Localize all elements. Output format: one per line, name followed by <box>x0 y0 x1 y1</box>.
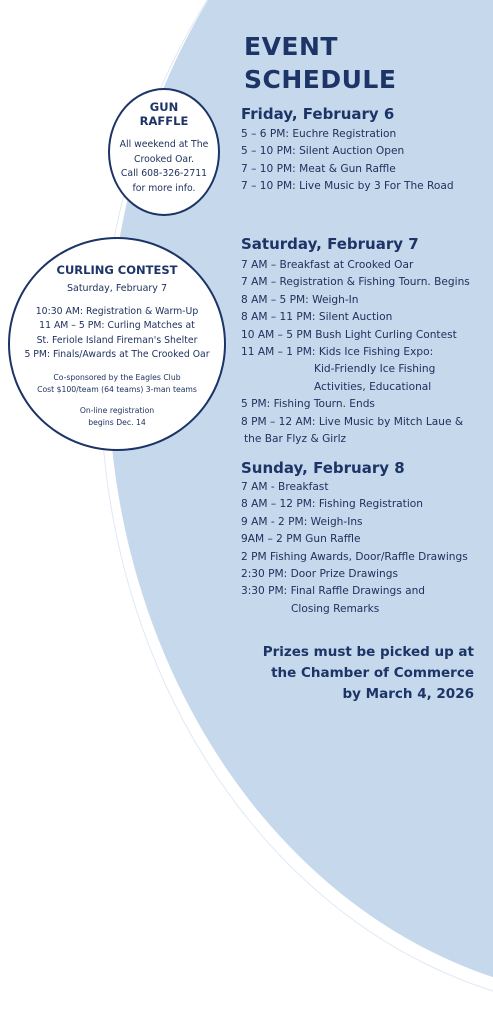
schedule-item: 7 – 10 PM: Live Music by 3 For The Road <box>241 180 454 193</box>
schedule-item: 5 – 10 PM: Silent Auction Open <box>241 145 405 158</box>
schedule-item: the Bar Flyz & Girlz <box>244 432 347 445</box>
saturday-schedule <box>241 257 470 448</box>
prizes-notice <box>263 642 474 705</box>
gun-raffle-title <box>110 100 218 128</box>
schedule-item: 8 AM – 11 PM: Silent Auction <box>241 311 393 324</box>
schedule-item: 10 AM – 5 PM Bush Light Curling Contest <box>241 328 457 341</box>
curling-sponsor-line: Cost $100/team (64 teams) 3-man teams <box>37 384 197 394</box>
schedule-item: 8 PM – 12 AM: Live Music by Mitch Laue & <box>241 415 464 428</box>
schedule-item: 7 – 10 PM: Meat & Gun Raffle <box>241 162 396 175</box>
curling-title: CURLING CONTEST <box>56 263 178 277</box>
curling-online <box>10 405 224 429</box>
curling-sponsor-line: Co-sponsored by the Eagles Club <box>53 372 181 382</box>
friday-schedule <box>241 126 454 196</box>
curling-contest-circle <box>8 237 226 451</box>
saturday-heading: Saturday, February 7 <box>241 235 419 253</box>
schedule-item: 3:30 PM: Final Raffle Drawings and <box>241 585 426 598</box>
curling-online-line: begins Dec. 14 <box>88 417 146 427</box>
curling-schedule <box>10 305 224 363</box>
schedule-item: 8 AM – 12 PM: Fishing Registration <box>241 498 423 511</box>
schedule-item: 9 AM - 2 PM: Weigh-Ins <box>241 515 363 528</box>
title-line-2: SCHEDULE <box>244 65 397 94</box>
schedule-item: 2 PM Fishing Awards, Door/Raffle Drawings <box>241 550 468 563</box>
curling-line: 5 PM: Finals/Awards at The Crooked Oar <box>24 349 210 361</box>
gun-raffle-line: Call 608-326-2711 <box>120 168 208 180</box>
prizes-line: Prizes must be picked up at <box>262 644 474 660</box>
schedule-item: 8 AM – 5 PM: Weigh-In <box>241 293 359 306</box>
curling-date: Saturday, February 7 <box>66 283 167 294</box>
prizes-line: the Chamber of Commerce <box>271 665 474 681</box>
page-title <box>244 30 396 96</box>
gun-raffle-circle <box>108 88 220 216</box>
schedule-item: 5 PM: Fishing Tourn. Ends <box>241 398 375 411</box>
sunday-schedule <box>241 479 468 618</box>
gun-raffle-line: for more info. <box>132 182 196 194</box>
schedule-item: 7 AM – Breakfast at Crooked Oar <box>241 259 414 271</box>
sunday-heading: Sunday, February 8 <box>241 459 405 477</box>
schedule-item: 7 AM - Breakfast <box>241 481 329 493</box>
gun-raffle-title-line: RAFFLE <box>139 114 189 128</box>
curling-line: 11 AM – 5 PM: Curling Matches at <box>39 320 195 332</box>
gun-raffle-details <box>110 138 218 196</box>
schedule-item: 7 AM – Registration & Fishing Tourn. Begins <box>241 276 470 289</box>
curling-online-line: On-line registration <box>79 405 155 415</box>
curling-line: St. Feriole Island Fireman's Shelter <box>36 334 198 346</box>
schedule-item: 9AM – 2 PM Gun Raffle <box>241 533 361 546</box>
schedule-item: 5 – 6 PM: Euchre Registration <box>241 128 397 140</box>
curling-line: 10:30 AM: Registration & Warm-Up <box>35 306 199 317</box>
prizes-line: by March 4, 2026 <box>342 686 474 702</box>
friday-heading: Friday, February 6 <box>241 105 395 123</box>
gun-raffle-line: All weekend at The <box>119 139 209 150</box>
title-line-1: EVENT <box>244 32 338 61</box>
curling-sponsor <box>10 372 224 396</box>
gun-raffle-line: Crooked Oar. <box>133 153 195 165</box>
schedule-item: Closing Remarks <box>291 602 380 615</box>
schedule-item: 2:30 PM: Door Prize Drawings <box>241 567 398 580</box>
schedule-item: 11 AM – 1 PM: Kids Ice Fishing Expo: <box>241 345 434 358</box>
schedule-item: Activities, Educational <box>314 380 432 393</box>
gun-raffle-title-line: GUN <box>149 100 179 114</box>
schedule-item: Kid-Friendly Ice Fishing <box>314 363 436 376</box>
